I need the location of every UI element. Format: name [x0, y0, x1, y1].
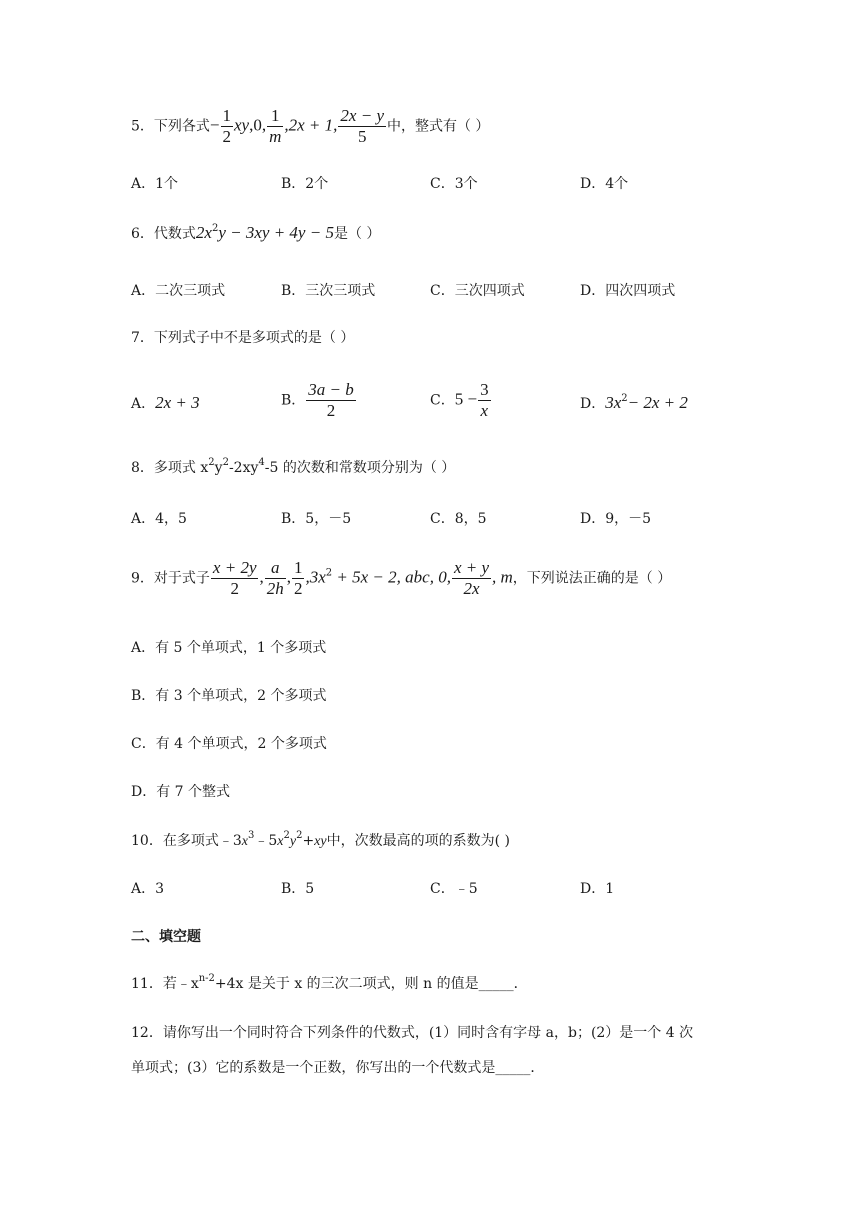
question-9: [131, 558, 671, 599]
q9-sep-2: ,: [286, 567, 291, 587]
q10-p3: +: [302, 833, 315, 849]
q9-fraction-3: [292, 558, 305, 599]
q6-option-c[interactable]: C．三次四项式: [430, 283, 525, 299]
q8-p4: -5 的次数和常数项分别为（ ）: [264, 460, 456, 476]
q9-option-c[interactable]: C．有 4 个单项式，2 个多项式: [131, 736, 327, 752]
q10-s3: 2: [296, 830, 303, 841]
q8-s3: 4: [258, 457, 265, 468]
q7-b-num: 3a − b: [308, 380, 354, 399]
q5-f1-den: 2: [222, 127, 232, 146]
q5-f2-den: m: [269, 127, 282, 146]
section-heading: 二、填空题: [131, 929, 201, 945]
q10-option-c[interactable]: C．﹣5: [430, 881, 478, 897]
q9-prefix: 9．对于式子: [131, 570, 210, 587]
q10-s1: 3: [247, 830, 255, 841]
q9-option-a[interactable]: A．有 5 个单项式，1 个多项式: [131, 640, 327, 656]
q10-xy: xy: [314, 834, 327, 849]
q10-option-b[interactable]: B．5: [281, 881, 315, 897]
q8-p2: y: [214, 460, 223, 476]
question-6: [131, 223, 380, 243]
q9-suffix: ，下列说法正确的是（ ）: [512, 570, 672, 587]
q5-suffix: 中，整式有（ ）: [386, 118, 490, 135]
q11-p1: 11．若﹣x: [131, 976, 199, 992]
q6-expr-sup: 2: [211, 223, 219, 234]
q7-d-sup: 2: [621, 393, 628, 404]
q5-option-c[interactable]: C．3个: [430, 176, 478, 192]
question-8: [131, 457, 455, 477]
q7-b-fraction: [306, 380, 355, 421]
q5-sep-1: ,0,: [249, 115, 267, 135]
q5-f2-num: 1: [267, 106, 283, 127]
q9-f1-den: 2: [230, 579, 239, 598]
question-12-line-1: 12．请你写出一个同时符合下列条件的代数式，(1）同时含有字母 a，b；(2）是一个 4 次: [131, 1025, 694, 1041]
q9-fraction-4: [452, 558, 491, 599]
q8-option-c[interactable]: C．8，5: [430, 511, 487, 527]
q10-x2: x: [277, 834, 284, 849]
q7-d-label: D．: [580, 396, 606, 412]
q6-suffix: 是（ ）: [333, 226, 381, 242]
q7-a-expr: 2x + 3: [155, 393, 200, 412]
q5-f3-den: 5: [357, 127, 367, 146]
q10-option-a[interactable]: A．3: [131, 881, 165, 897]
q5-option-d[interactable]: D．4个: [580, 176, 629, 192]
question-10: [131, 830, 510, 850]
q9-sep-3a: ,3x: [305, 567, 326, 587]
q7-option-b[interactable]: [281, 380, 357, 421]
q7-c-den: x: [480, 401, 489, 420]
q5-prefix: 5．下列各式: [131, 118, 210, 135]
q7-a-label: A．: [131, 396, 156, 412]
q7-b-label: B．: [281, 392, 306, 409]
q9-fraction-1: [211, 558, 259, 599]
q5-option-b[interactable]: B．2个: [281, 176, 329, 192]
q9-f4-den: 2x: [463, 579, 480, 598]
q8-p1: 8．多项式 x: [131, 460, 209, 476]
q7-b-den: 2: [326, 401, 336, 420]
q11-p2: +4x 是关于 x 的三次二项式，则 n 的值是_____．: [214, 976, 528, 992]
q9-option-b[interactable]: B．有 3 个单项式，2 个多项式: [131, 688, 327, 704]
q9-sep-1: ,: [259, 567, 264, 587]
q5-sep-2: ,2x + 1,: [284, 115, 338, 135]
q6-option-b[interactable]: B．三次三项式: [281, 283, 376, 299]
q8-option-d[interactable]: D．9，－5: [580, 511, 652, 527]
q10-p4: 中，次数最高的项的系数为( ): [326, 833, 510, 849]
q7-c-num: 3: [480, 380, 489, 399]
q9-f1-num: x + 2y: [212, 558, 257, 577]
q10-p1: 10．在多项式﹣3: [131, 833, 242, 849]
q5-fraction-3: [338, 106, 386, 147]
q9-f2-num: a: [265, 558, 286, 579]
q8-option-b[interactable]: B．5，－5: [281, 511, 352, 527]
q7-option-a[interactable]: [131, 393, 200, 413]
q11-sup: n-2: [198, 973, 215, 984]
q7-d-a: 3x: [605, 393, 622, 412]
question-12-line-2: 单项式；(3）它的系数是一个正数，你写出的一个代数式是_____．: [131, 1060, 545, 1076]
q8-s1: 2: [208, 457, 215, 468]
question-5: [131, 106, 489, 147]
q9-option-d[interactable]: D．有 7 个整式: [131, 784, 231, 800]
q9-sep-4: , m: [492, 567, 513, 587]
q7-option-d[interactable]: [580, 393, 688, 413]
question-11: [131, 973, 528, 993]
q5-minus: −: [209, 115, 220, 135]
q7-d-b: − 2x + 2: [627, 393, 688, 412]
q7-c-pre: 5 −: [454, 389, 478, 409]
q5-term-xy: xy: [234, 115, 250, 135]
q7-c-label: C．: [430, 392, 455, 409]
q8-s2: 2: [222, 457, 229, 468]
q5-fraction-1: [221, 106, 234, 147]
q10-p2: ﹣5: [254, 833, 278, 849]
q9-f3-den: 2: [293, 579, 303, 598]
q5-f1-num: 1: [222, 106, 232, 125]
q9-fraction-2: [265, 558, 286, 599]
q6-expr-a: 2x: [195, 223, 212, 242]
question-7: 7．下列式子中不是多项式的是（ ）: [131, 330, 355, 346]
q9-f4-num: x + y: [453, 558, 490, 577]
q10-option-d[interactable]: D．1: [580, 881, 615, 897]
q5-f3-num: 2x − y: [340, 106, 384, 125]
q7-option-c[interactable]: [430, 380, 492, 421]
q9-sep-3b: + 5x − 2, abc, 0,: [332, 567, 451, 587]
q8-option-a[interactable]: A．4，5: [131, 511, 187, 527]
q9-sep-3sup: 2: [325, 567, 333, 579]
q5-fraction-2: [267, 106, 283, 147]
q6-expr-b: y − 3xy + 4y − 5: [218, 223, 334, 242]
q9-f3-num: 1: [293, 558, 303, 577]
q6-option-a[interactable]: A．二次三项式: [131, 283, 226, 299]
q10-s2: 2: [283, 830, 290, 841]
q10-x1: x: [241, 834, 248, 849]
q6-option-d[interactable]: D．四次四项式: [580, 283, 676, 299]
q7-c-fraction: [478, 380, 491, 421]
q10-y2: y: [289, 834, 297, 849]
q9-f2-den: 2h: [266, 579, 284, 598]
q6-prefix: 6．代数式: [131, 226, 196, 242]
q5-option-a[interactable]: A．1个: [131, 176, 179, 192]
q8-p3: -2xy: [228, 460, 259, 476]
